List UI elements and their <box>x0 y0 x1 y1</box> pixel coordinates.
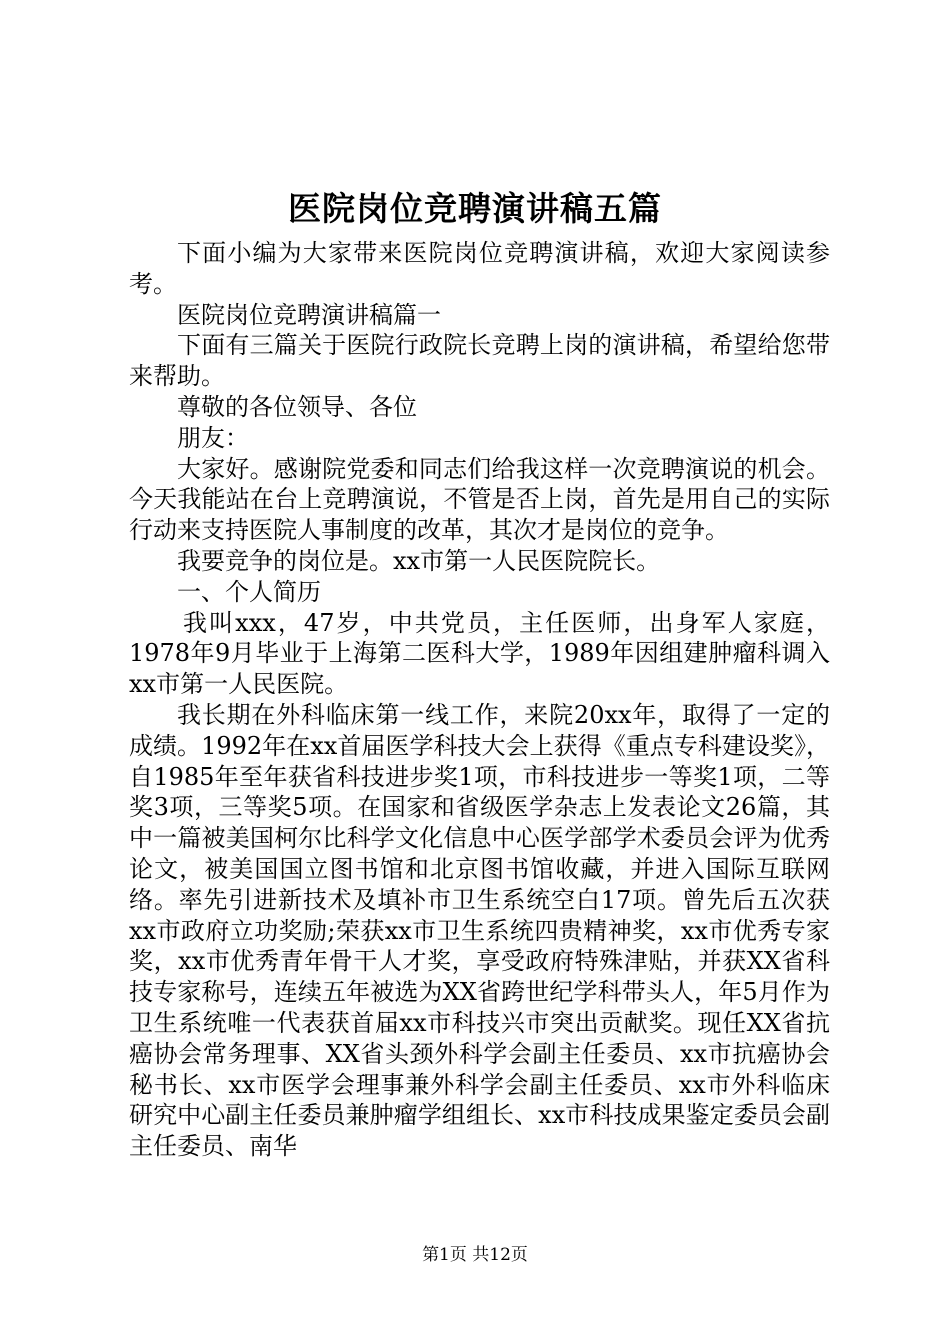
section-heading: 医院岗位竞聘演讲稿篇一 <box>177 300 441 329</box>
paragraph-intro: 下面小编为大家带来医院岗位竞聘演讲稿，欢迎大家阅读参考。 <box>129 239 830 298</box>
paragraph-achievements: 我长期在外科临床第一线工作，来院20xx年，取得了一定的成绩。1992年在xx首届医学科技大会上获得《重点专科建设奖》，自1985年至年获省科技进步奖1项，市科技进步一等奖1项，二等奖3项，三等奖5项。在国家和省级医学杂志上发表论文26篇，其中一篇被美国柯尔比科学文化信息中心医学部学术委员会评为优秀论文，被美国国立图书馆和北京图书馆收藏，并进入国际互联网络。率先引进新技术及填补市卫生系统空白17项。曾先后五次获xx市政府立功奖励;荣获xx市卫生系统四贵精神奖，xx市优秀专家奖，xx市优秀青年骨干人才奖，享受政府特殊津贴，并获XX省科技专家称号，连续五年被选为XX省跨世纪学科带头人，年5月作为卫生系统唯一代表获首届xx市科技兴市突出贡献奖。现任XX省抗癌协会常务理事、XX省头颈外科学会副主任委员、xx市抗癌协会秘书长、xx市医学会理事兼外科学会副主任委员、xx市外科临床研究中心副主任委员兼肿瘤学组组长、xx市科技成果鉴定委员会副主任委员、南华 <box>129 700 830 1161</box>
salutation-line: 朋友： <box>177 423 249 452</box>
page-footer: 第1页 共12页 <box>422 1245 528 1265</box>
paragraph-note: 下面有三篇关于医院行政院长竞聘上岗的演讲稿，希望给您带来帮助。 <box>129 331 830 391</box>
paragraph-resume: 我叫xxx，47岁，中共党员，主任医师，出身军人家庭，1978年9月毕业于上海第二医科大学，1989年因组建肿瘤科调入xx市第一人民医院。 <box>129 608 830 699</box>
paragraph-greeting: 大家好。感谢院党委和同志们给我这样一次竞聘演说的机会。今天我能站在台上竞聘演说，不管是否上岗，首先是用自己的实际行动来支持医院人事制度的改革，其次才是岗位的竞争。 <box>129 454 830 545</box>
salutation-line: 尊敬的各位领导、各位 <box>177 392 417 421</box>
subsection-heading: 一、个人简历 <box>177 577 321 606</box>
document-title: 医院岗位竞聘演讲稿五篇 <box>288 189 662 228</box>
document-body <box>129 238 830 1162</box>
paragraph-position: 我要竞争的岗位是。xx市第一人民医院院长。 <box>177 546 661 575</box>
